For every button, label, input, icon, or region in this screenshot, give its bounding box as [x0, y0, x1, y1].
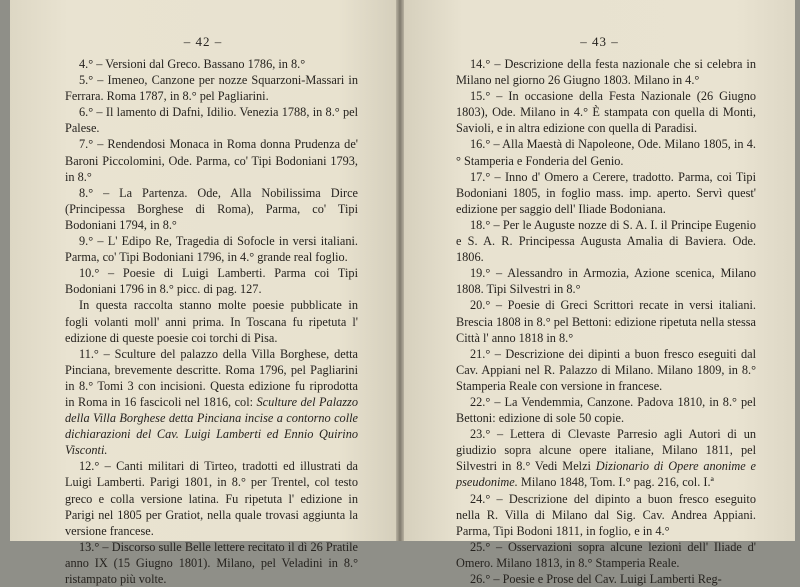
entry-24: 24.° – Descrizione del dipinto a buon fresco eseguito nella R. Villa di Milano dal Sig. Cav. Andrea Appiani. Parma, Tipi Bodoni 1811, in foglio, e in 4.°: [456, 491, 756, 538]
left-page-text: [65, 56, 358, 587]
entry-25: 25.° – Osservazioni sopra alcune lezioni dell' Iliade d' Omero. Milano 1813, in 8.° Stamperia Reale.: [456, 539, 756, 570]
book-gutter: [396, 0, 404, 541]
entry-12: 12.° – Canti militari di Tirteo, tradotti ed illustrati da Luigi Lamberti. Parigi 1801, in 8.° per Trentel, col testo greco e colla versione latina. Fu ripetuta l' edizione in Parigi nel 1805 per Gratiot, nella quale trovasi aggiunta la versione francese.: [65, 459, 358, 538]
right-page: [404, 0, 795, 586]
entry-9: 9.° – L' Edipo Re, Tragedia di Sofocle in versi italiani. Parma, co' Tipi Bodoniani 1796, in 4.° grande real foglio.: [65, 234, 358, 265]
entry-7: 7.° – Rendendosi Monaca in Roma donna Prudenza de' Baroni Piccolomini, Ode. Parma, co' Tipi Bodoniani 1793, in 8.°: [65, 137, 358, 184]
entry-6: 6.° – Il lamento di Dafni, Idilio. Venezia 1788, in 8.° pel Palese.: [65, 105, 358, 136]
entry-16: 16.° – Alla Maestà di Napoleone, Ode. Milano 1805, in 4.° Stamperia e Fonderia del Genio.: [456, 137, 756, 168]
entry-11-italic-title: Sculture del Palazzo della Villa Borghese detta Pinciana incise a contorno colle dichiarazioni del Cav. Luigi Lamberti ed Ennio Quirino Visconti.: [65, 394, 358, 458]
entry-18: 18.° – Per le Auguste nozze di S. A. I. il Principe Eugenio e S. A. R. Principessa Augusta Amalia di Baviera. Ode. 1806.: [456, 217, 756, 265]
note-paragraph: In questa raccolta stanno molte poesie pubblicate in fogli volanti moll' anni prima. In Toscana fu ripetuta l' edizione di queste poesie coi torchi di Pisa.: [65, 298, 358, 345]
entry-14: 14.° – Descrizione della festa nazionale che si celebra in Milano nel giorno 26 Giugno 1803. Milano in 4.°: [456, 57, 756, 88]
entry-11-text: 11.° – Sculture del palazzo della Villa Borghese, detta Pinciana, brevemente descritte. Roma 1796, pel Pagliarini in 8.° Tomi 3 con incisioni. Questa edizione fu riprodotta in Roma in 16 fascicoli nel 1816, col:: [65, 346, 358, 409]
entry-21: 21.° – Descrizione dei dipinti a buon fresco eseguiti dal Cav. Appiani nel R. Palazzo di Milano. Milano 1809, in 8.° Stamperia Reale con versione in francese.: [456, 346, 756, 393]
entry-20: 20.° – Poesie di Greci Scrittori recate in versi italiani. Brescia 1808 in 8.° pel Bettoni: edizione ripetuta nella stessa Città l' anno 1818 in 8.°: [456, 298, 756, 345]
entry-17: 17.° – Inno d' Omero a Cerere, tradotto. Parma, coi Tipi Bodoniani 1805, in foglio mass. imp. aperto. Servì quest' edizione per saggio dell' Iliade Bodoniana.: [456, 169, 756, 216]
left-page: [10, 0, 396, 586]
entry-23-text: 23.° – Lettera di Clevaste Parresio agli Autori di un giudizio sopra alcune opere italiane, Milano 1811, pel Silvestri in 8.° Vedi Melzi: [456, 427, 756, 474]
entry-4: 4.° – Versioni dal Greco. Bassano 1786, in 8.°: [79, 57, 306, 71]
entry-22: 22.° – La Vendemmia, Canzone. Padova 1810, in 8.° pel Bettoni: edizione di sole 50 copie.: [456, 394, 756, 426]
entry-5: 5.° – Imeneo, Canzone per nozze Squarzoni-Massari in Ferrara. Roma 1787, in 8.° pel Pagliarini.: [65, 73, 358, 104]
entry-15: 15.° – In occasione della Festa Nazionale (26 Giugno 1803), Ode. Milano in 4.° È stampata con quella di Monti, Savioli, e in altra edizione con quella di Paradisi.: [456, 89, 756, 136]
page-number-left: – 42 –: [183, 34, 223, 49]
entry-23-tail: Milano 1848, Tom. I.° pag. 216, col. I.ª: [517, 475, 714, 490]
entry-10: 10.° – Poesie di Luigi Lamberti. Parma coi Tipi Bodoniani 1796 in 8.° picc. di pag. 127.: [65, 266, 358, 297]
entry-26: 26.° – Poesie e Prose del Cav. Luigi Lamberti Reg-: [470, 572, 722, 586]
entry-13: 13.° – Discorso sulle Belle lettere recitato il dì 26 Pratile anno IX (15 Giugno 1801). Milano, pel Veladini in 8.° ristampato più volte.: [65, 539, 358, 586]
right-page-text: [456, 56, 756, 587]
entry-11: [65, 346, 358, 459]
entry-8: 8.° – La Partenza. Ode, Alla Nobilissima Dirce (Principessa Borghese di Roma), Parma, co' Tipi Bodoniani 1794, in 8.°: [65, 185, 358, 232]
entry-23-italic-title: Dizionario di Opere anonime e pseudonime.: [456, 459, 756, 490]
entry-19: 19.° – Alessandro in Armozia, Azione scenica, Milano 1808. Tipi Silvestri in 8.°: [456, 266, 756, 297]
entry-23: [456, 426, 756, 490]
page-number-right: – 43 –: [580, 34, 619, 49]
